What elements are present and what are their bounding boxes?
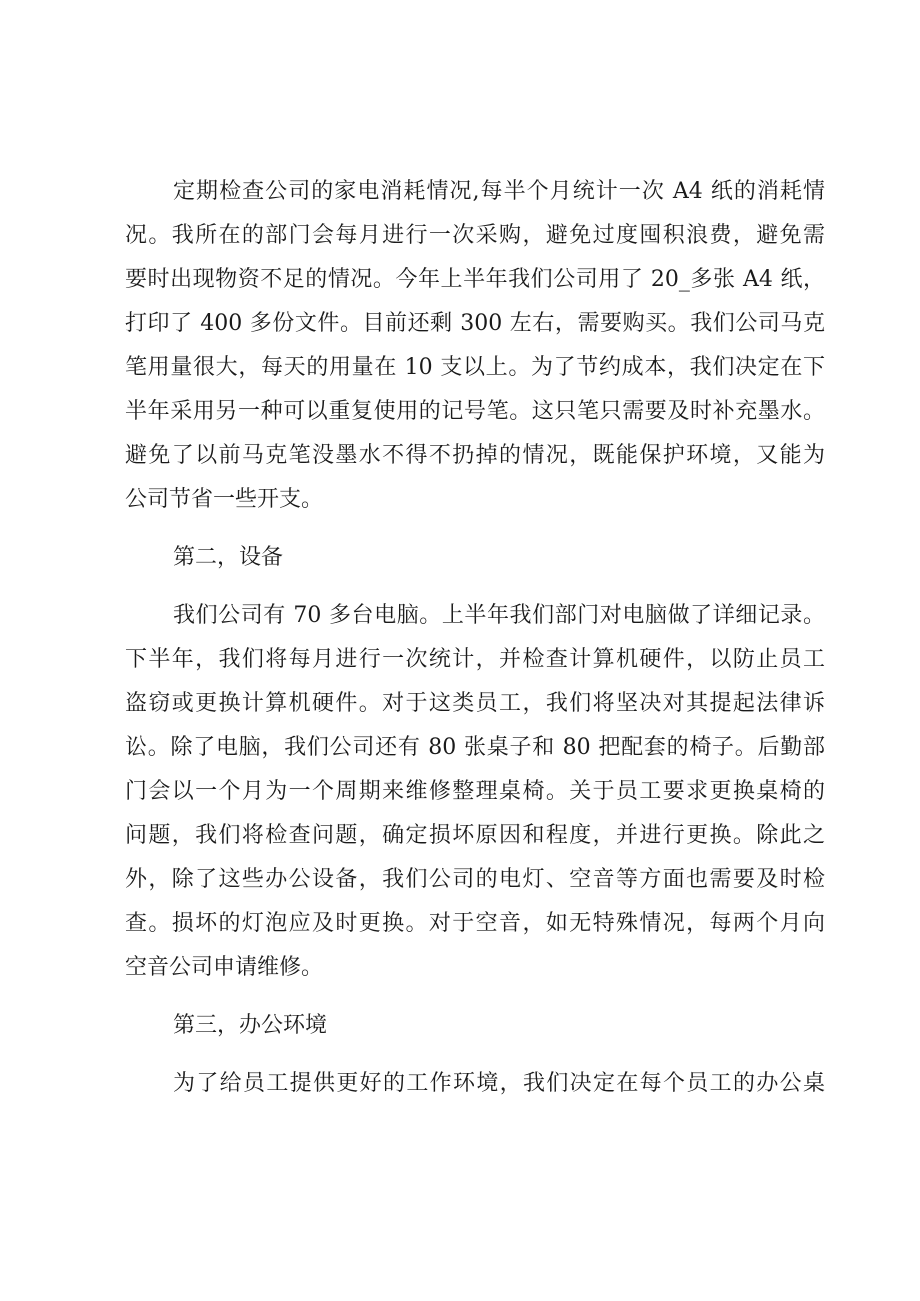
text-line: 打印了 400 多份文件。目前还剩 300 左右，需要购买。我们公司马克	[125, 311, 825, 336]
text-line: 查。损坏的灯泡应及时更换。对于空音，如无特殊情况，每两个月向	[125, 911, 825, 936]
text-line: 门会以一个月为一个周期来维修整理桌椅。关于员工要求更换桌椅的	[125, 779, 825, 804]
section-heading-equipment: 第二，设备	[173, 545, 284, 570]
paragraph-environment	[125, 1062, 825, 1106]
text-line: 讼。除了电脑，我们公司还有 80 张桌子和 80 把配套的椅子。后勤部	[125, 735, 825, 760]
text-line: 况。我所在的部门会每月进行一次采购，避免过度囤积浪费，避免需	[125, 223, 825, 248]
text-line: 下半年，我们将每月进行一次统计，并检查计算机硬件，以防止员工	[125, 647, 825, 672]
paragraph-equipment	[125, 594, 825, 990]
paragraph-consumables	[125, 170, 825, 522]
section-heading-environment: 第三，办公环境	[173, 1013, 328, 1038]
text-line: 半年采用另一种可以重复使用的记号笔。这只笔只需要及时补充墨水。	[125, 399, 825, 424]
text-line: 我们公司有 70 多台电脑。上半年我们部门对电脑做了详细记录。	[173, 603, 825, 628]
text-line: 避免了以前马克笔没墨水不得不扔掉的情况，既能保护环境，又能为	[125, 443, 825, 468]
document-body	[125, 170, 825, 1120]
text-line: 公司节省一些开支。	[125, 487, 324, 512]
text-line: 要时出现物资不足的情况。今年上半年我们公司用了 20_多张 A4 纸，	[125, 267, 825, 292]
text-line: 为了给员工提供更好的工作环境，我们决定在每个员工的办公桌	[173, 1071, 825, 1096]
text-line: 问题，我们将检查问题，确定损坏原因和程度，并进行更换。除此之	[125, 823, 825, 848]
text-line: 外，除了这些办公设备，我们公司的电灯、空音等方面也需要及时检	[125, 867, 825, 892]
text-line: 笔用量很大，每天的用量在 10 支以上。为了节约成本，我们决定在下	[125, 355, 825, 380]
text-line: 空音公司申请维修。	[125, 955, 324, 980]
text-line: 盗窃或更换计算机硬件。对于这类员工，我们将坚决对其提起法律诉	[125, 691, 825, 716]
text-line: 定期检查公司的家电消耗情况,每半个月统计一次 A4 纸的消耗情	[173, 179, 825, 204]
